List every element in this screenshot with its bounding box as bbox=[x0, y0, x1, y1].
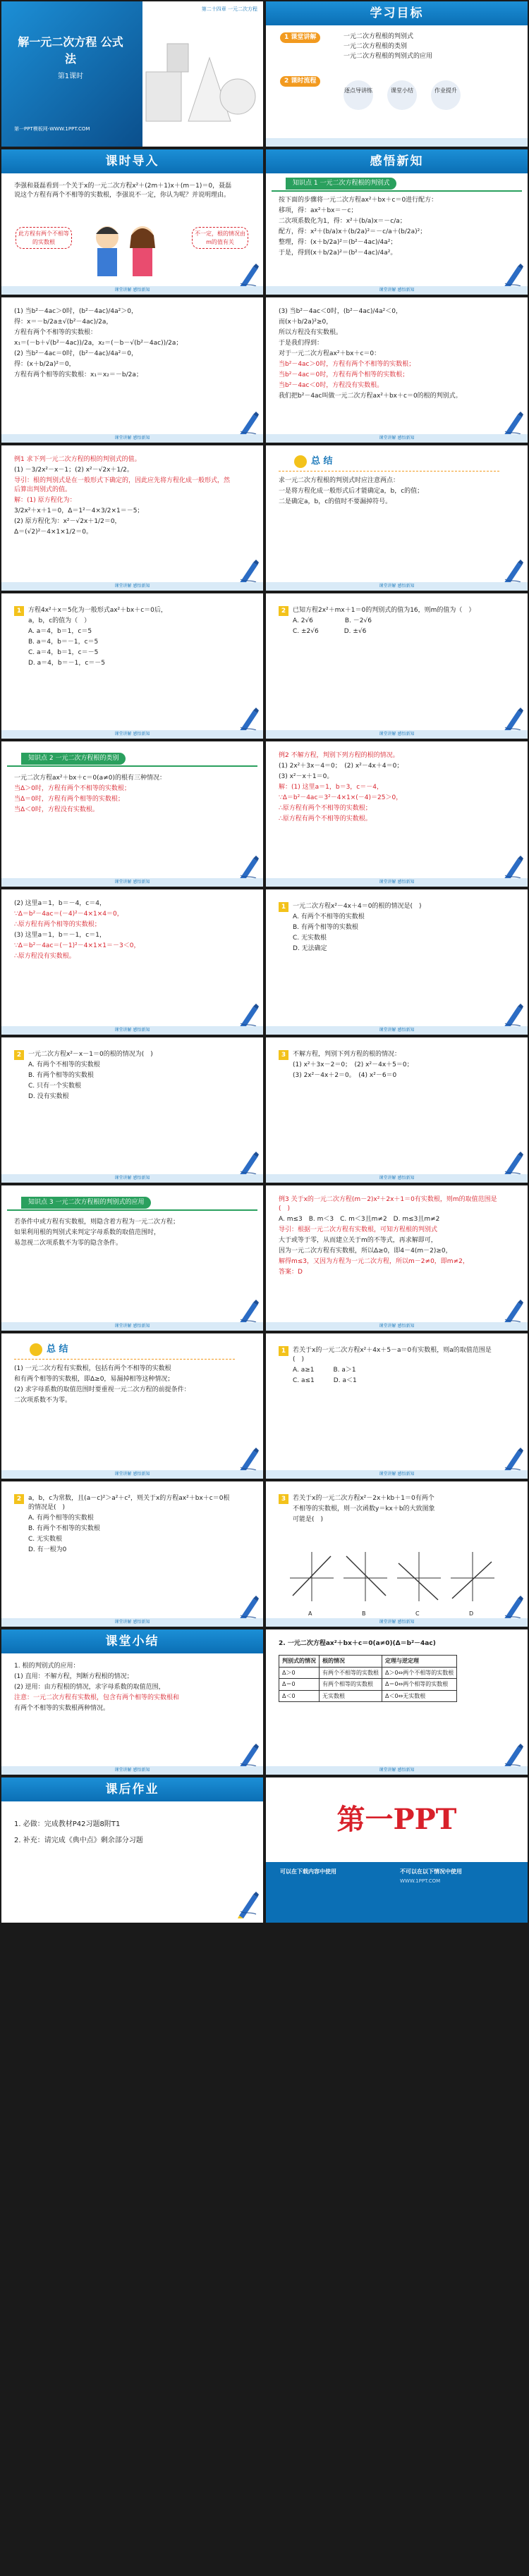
slide bbox=[1, 1333, 263, 1479]
body-line: 方程有两个不相等的实数根： bbox=[14, 329, 97, 337]
question-number: 2 bbox=[279, 606, 288, 616]
graph-option-label: A bbox=[308, 1610, 312, 1617]
body-line: (2) 逆用：由方程根的情况，求字母系数的取值范围， bbox=[14, 1684, 165, 1691]
body-line: 因为一元二次方程有实数根，所以Δ≥0，即4－4(m－2)≥0， bbox=[279, 1247, 452, 1255]
body-line: 不相等的实数根，则一次函数y＝kx＋b的大致图象 bbox=[293, 1505, 435, 1513]
body-line: (1) －3/2x²－x－1；(2) x²－√2x＋1/2。 bbox=[14, 467, 133, 474]
slide bbox=[1, 889, 263, 1035]
body-line: ∴原方程有两个不相等的实数根。 bbox=[279, 815, 372, 823]
body-line: A. 有两个不相等的实数根 bbox=[28, 1061, 100, 1069]
graph-option-label: D bbox=[469, 1610, 474, 1617]
slide-footer: 课堂讲解 感悟新知 bbox=[266, 1174, 528, 1183]
slide-body bbox=[28, 1494, 235, 1556]
body-line: D. 没有实数根 bbox=[28, 1093, 69, 1101]
body-line: C. ±2√6 D. ±√6 bbox=[293, 628, 367, 636]
body-line: (1) 一元二次方程有实数根，包括有两个不相等的实数根 bbox=[14, 1365, 171, 1372]
criteria-table bbox=[279, 1655, 457, 1702]
slide-footer: 课堂讲解 感悟新知 bbox=[266, 1470, 528, 1479]
body-line: 导引：根据一元二次方程有实数根，可知方程根的判别式 bbox=[279, 1226, 438, 1234]
slide-footer: 课堂讲解 感悟新知 bbox=[1, 434, 263, 443]
slide-body bbox=[14, 182, 235, 202]
body-line: 解：(1) 这里a＝1，b＝3，c＝－4， bbox=[279, 784, 383, 791]
body-line: 解得m≤3，又因为方程为一元二次方程，所以m－2≠0，即m≠2， bbox=[279, 1258, 469, 1266]
body-line: 不解方程，判别下列方程的根的情况： bbox=[293, 1051, 401, 1058]
homework-item: 2. 补充：请完成《典中点》剩余部分习题 bbox=[14, 1836, 143, 1844]
slide bbox=[1, 593, 263, 739]
table-header-cell: 根的情况 bbox=[320, 1656, 382, 1668]
body-line: B. 有两个相等的实数根 bbox=[293, 924, 358, 932]
slide-body bbox=[28, 1050, 235, 1103]
slide bbox=[1, 1, 263, 147]
body-line: x₁＝(－b＋√(b²－4ac))/2a，x₂＝(－b－√(b²－4ac))/2a； bbox=[14, 340, 183, 347]
body-line: 当b²－4ac＜0时，方程没有实数根。 bbox=[279, 382, 384, 390]
slide bbox=[266, 1481, 528, 1627]
slide bbox=[1, 1185, 263, 1331]
body-line: C. 只有一个实数根 bbox=[28, 1083, 82, 1090]
slide bbox=[266, 1333, 528, 1479]
body-line: B. a＝4，b＝－1，c＝5 bbox=[28, 639, 99, 646]
body-line: D. a＝4，b＝－1，c＝－5 bbox=[28, 660, 106, 667]
slide-footer: 课堂讲解 感悟新知 bbox=[266, 1618, 528, 1627]
summary-divider bbox=[279, 471, 499, 472]
slide-footer: 课堂讲解 感悟新知 bbox=[1, 730, 263, 739]
slide-title: 课后作业 bbox=[1, 1777, 263, 1801]
body-line: 求一元二次方程根的判别式时应注意两点： bbox=[279, 477, 400, 484]
slide-footer: 课堂讲解 感悟新知 bbox=[266, 878, 528, 887]
question-number: 3 bbox=[279, 1050, 288, 1060]
body-line: (3) x²－x＋1＝0。 bbox=[279, 773, 334, 781]
body-line: 已知方程2x²＋mx＋1＝0的判别式的值为16，则m的值为（ ） bbox=[293, 607, 475, 614]
knowledge-point-bar bbox=[7, 1197, 257, 1211]
body-line: ∵Δ＝b²－4ac＝(－1)²－4×1×1＝－3＜0， bbox=[14, 942, 140, 950]
body-line: 于是我们得到： bbox=[279, 340, 324, 347]
body-line: A. a≥1 B. a＞1 bbox=[293, 1367, 356, 1374]
slide bbox=[266, 149, 528, 295]
table-row bbox=[279, 1667, 457, 1679]
slide-footer: 课堂讲解 感悟新知 bbox=[1, 1766, 263, 1775]
brand-url: WWW.1PPT.COM bbox=[400, 1878, 441, 1884]
body-line: (3) 当b²－4ac＜0时，(b²－4ac)/4a²＜0， bbox=[279, 308, 402, 315]
slide bbox=[266, 593, 528, 739]
question-number: 2 bbox=[14, 1050, 24, 1060]
body-line: A. 有两个不相等的实数根 bbox=[293, 913, 365, 921]
objective-item: 一元二次方程根的类别 bbox=[343, 43, 408, 50]
body-line: 若条件中或方程有实数根，则隐含着方程为一元二次方程； bbox=[14, 1219, 180, 1226]
graph-option-label: C bbox=[415, 1610, 420, 1617]
slide-footer: 课堂讲解 感悟新知 bbox=[1, 1174, 263, 1183]
slide-title: 学习目标 bbox=[266, 1, 528, 25]
graph-option-label: B bbox=[362, 1610, 366, 1617]
body-line: 若关于x的一元二次方程x²＋4x＋5－a＝0有实数根，则a的取值范围是( ) bbox=[293, 1347, 492, 1364]
table-cell: Δ＜0 bbox=[279, 1690, 320, 1702]
slide bbox=[266, 445, 528, 591]
slide bbox=[266, 889, 528, 1035]
table-header-cell: 判别式的情况 bbox=[279, 1656, 320, 1668]
slide-body bbox=[14, 774, 235, 816]
brand-line-2: 不可以在以下情况中使用 bbox=[400, 1868, 462, 1875]
objective-key: 2 课时流程 bbox=[280, 76, 320, 87]
body-line: (3) 2x²－4x＋2＝0。 (4) x²－6＝0 bbox=[293, 1072, 397, 1080]
body-line: 二是确定a，b，c的值时不要漏掉符号。 bbox=[279, 498, 392, 506]
cover-tag: 第二十四章 一元二次方程 bbox=[201, 6, 257, 12]
slide-body bbox=[14, 1218, 235, 1250]
body-line: 按下面的步骤将一元二次方程ax²＋bx＋c＝0进行配方： bbox=[279, 197, 438, 204]
body-line: 大于或等于零，从而建立关于m的不等式，再求解即可， bbox=[279, 1237, 437, 1245]
body-line: 于是，得到(x＋b/2a)²＝(b²－4ac)/4a²。 bbox=[279, 249, 397, 257]
body-line: (2) 原方程化为：x²－√2x＋1/2＝0， bbox=[14, 518, 121, 526]
body-line: 和有两个相等的实数根，即Δ≥0，易漏掉相等这种情况； bbox=[14, 1376, 174, 1383]
slide-body bbox=[279, 1195, 499, 1278]
body-line: (2) 求字母系数的取值范围时要重视一元二次方程的前提条件： bbox=[14, 1386, 190, 1394]
slide-body bbox=[14, 899, 235, 963]
slide-body bbox=[14, 307, 235, 381]
slide bbox=[1, 149, 263, 295]
body-line: C. 无实数根 bbox=[28, 1536, 63, 1543]
summary-icon bbox=[30, 1343, 42, 1356]
slide-body bbox=[293, 1050, 499, 1082]
body-line: 得：x＝－b/2a±√(b²－4ac)/2a， bbox=[14, 319, 113, 326]
body-line: 当b²－4ac＝0时，方程有两个相等的实数根； bbox=[279, 371, 409, 379]
question-number: 1 bbox=[279, 1346, 288, 1356]
slide-body bbox=[279, 196, 499, 259]
slide bbox=[266, 1185, 528, 1331]
body-line: 配方，得：x²＋(b/a)x＋(b/2a)²＝－c/a＋(b/2a)²； bbox=[279, 228, 427, 236]
knowledge-point-label: 知识点 3 一元二次方程根的判别式的应用 bbox=[21, 1197, 151, 1209]
body-line: A. m≤3 B. m＜3 C. m＜3且m≠2 D. m≤3且m≠2 bbox=[279, 1216, 440, 1224]
slide bbox=[1, 1037, 263, 1183]
body-line: D. 无法确定 bbox=[293, 945, 327, 953]
table-cell: 有两个不相等的实数根 bbox=[320, 1667, 382, 1679]
question-number: 2 bbox=[14, 1494, 24, 1504]
body-line: 当Δ＝0时，方程有两个相等的实数根； bbox=[14, 796, 124, 803]
body-line: 对于一元二次方程ax²＋bx＋c＝0： bbox=[279, 350, 381, 358]
slide bbox=[1, 297, 263, 443]
body-line: 注意：一元二次方程有实数根，包含有两个相等的实数根和 bbox=[14, 1694, 180, 1702]
slide bbox=[266, 1777, 528, 1923]
brand-top bbox=[266, 1777, 528, 1862]
body-line: ∴原方程有两个不相等的实数根； bbox=[279, 805, 372, 813]
body-line: 李强和聂磊看到一个关于x的一元二次方程x²＋(2m＋1)x＋(m－1)＝0，聂磊说这个方程有两个不相等的实数根，李强说不一定，你认为呢？并说明理由。 bbox=[14, 183, 232, 199]
body-line: 一是将方程化成一般形式后才能确定a，b，c的值； bbox=[279, 488, 424, 495]
table-cell: Δ＜0⇔无实数根 bbox=[382, 1690, 457, 1702]
slide-footer: 课堂讲解 感悟新知 bbox=[266, 286, 528, 295]
slide-footer: 课堂讲解 感悟新知 bbox=[1, 1026, 263, 1035]
body-line: 导引：根的判别式是在一般形式下确定的，因此应先将方程化成一般形式，然后算出判别式的值。 bbox=[14, 477, 231, 494]
table-cell: Δ＞0⇔两个不相等的实数根 bbox=[382, 1667, 457, 1679]
slide-body bbox=[293, 1494, 499, 1526]
summary-title: 总 结 bbox=[47, 1344, 68, 1355]
slide-footer bbox=[266, 138, 528, 147]
table-cell: 有两个相等的实数根 bbox=[320, 1679, 382, 1691]
body-line: (1) 当b²－4ac＞0时，(b²－4ac)/4a²＞0， bbox=[14, 308, 138, 315]
graph-options bbox=[287, 1546, 499, 1610]
slide-footer: 课堂讲解 感悟新知 bbox=[266, 730, 528, 739]
slide-footer: 课堂讲解 感悟新知 bbox=[1, 582, 263, 591]
slide-body bbox=[279, 307, 499, 402]
slide bbox=[266, 1, 528, 147]
homework-item: 1. 必做：完成教材P42习题8附T1 bbox=[14, 1820, 121, 1828]
body-line: 例3 关于x的一元二次方程(m－2)x²＋2x＋1＝0有实数根，则m的取值范围是( ) bbox=[279, 1196, 497, 1213]
slide-body bbox=[14, 1820, 235, 1851]
slide-footer: 课堂讲解 感悟新知 bbox=[1, 878, 263, 887]
knowledge-point-label: 知识点 2 一元二次方程根的类别 bbox=[21, 753, 126, 765]
slide bbox=[1, 741, 263, 887]
slide-footer: 课堂讲解 感悟新知 bbox=[266, 1766, 528, 1775]
flow-step: 逐点导讲练 bbox=[343, 80, 373, 110]
knowledge-point-bar bbox=[272, 178, 522, 192]
body-line: 而(x＋b/2a)²≥0， bbox=[279, 319, 333, 326]
body-line: 如果利用根的判别式来判定字母系数的取值范围时， bbox=[14, 1229, 161, 1237]
slide-body bbox=[293, 606, 499, 638]
question-number: 1 bbox=[279, 902, 288, 912]
body-line: 一元二次方程x²－x－1＝0的根的情况为( ) bbox=[28, 1051, 153, 1058]
body-line: (1) 直用：不解方程，判断方程根的情况； bbox=[14, 1673, 133, 1681]
slide-title: 课堂小结 bbox=[1, 1629, 263, 1653]
table-cell: Δ＝0 bbox=[279, 1679, 320, 1691]
slide bbox=[1, 1629, 263, 1775]
slide-footer: 课堂讲解 感悟新知 bbox=[1, 1618, 263, 1627]
table-title: 2. 一元二次方程ax²＋bx＋c＝0(a≠0)(Δ＝b²－4ac) bbox=[279, 1640, 436, 1647]
body-line: 得：(x＋b/2a)²＝0， bbox=[14, 361, 75, 369]
body-line: 整理，得：(x＋b/2a)²＝(b²－4ac)/4a²； bbox=[279, 239, 397, 247]
summary-title: 总 结 bbox=[311, 456, 333, 467]
brand-logo: 第一PPT bbox=[336, 1803, 457, 1836]
summary-icon bbox=[294, 455, 307, 468]
slide bbox=[266, 1629, 528, 1775]
objective-item: 一元二次方程根的判别式的应用 bbox=[343, 53, 433, 60]
body-line: A. 有两个相等的实数根 bbox=[28, 1515, 94, 1522]
body-line: A. a＝4，b＝1，c＝5 bbox=[28, 628, 92, 636]
slide-footer: 课堂讲解 感悟新知 bbox=[1, 286, 263, 295]
slide bbox=[1, 1481, 263, 1627]
body-line: B. 有两个相等的实数根 bbox=[28, 1072, 94, 1080]
body-line: 当Δ＞0时，方程有两个不相等的实数根； bbox=[14, 785, 130, 793]
slide-body bbox=[14, 1662, 235, 1715]
pen-icon bbox=[236, 1890, 260, 1918]
body-line: ∵Δ＝b²－4ac＝(－4)²－4×1×4＝0， bbox=[14, 911, 123, 918]
table-header-row bbox=[279, 1656, 457, 1668]
knowledge-point-label: 知识点 1 一元二次方程根的判别式 bbox=[286, 178, 396, 190]
flow-step: 课堂小结 bbox=[387, 80, 417, 110]
slide-footer: 课堂讲解 感悟新知 bbox=[266, 582, 528, 591]
slide-title: 感悟新知 bbox=[266, 149, 528, 173]
table-cell: 无实数根 bbox=[320, 1690, 382, 1702]
slide-footer: 课堂讲解 感悟新知 bbox=[266, 1026, 528, 1035]
body-line: A. 2√6 B. －2√6 bbox=[293, 617, 372, 625]
speech-bubble: 不一定，根的情况由m的值有关 bbox=[192, 227, 248, 249]
body-line: (2) 这里a＝1，b＝－4，c＝4， bbox=[14, 900, 106, 907]
body-line: 解：(1) 原方程化为： bbox=[14, 497, 76, 505]
slide bbox=[266, 1037, 528, 1183]
body-line: Δ＝(√2)²－4×1×1/2＝0。 bbox=[14, 529, 92, 536]
body-line: ∴原方程没有实数根。 bbox=[14, 953, 75, 961]
slide-body bbox=[14, 455, 235, 538]
body-line: 答案：D bbox=[279, 1269, 303, 1276]
body-line: 二次项系数化为1，得：x²＋(b/a)x＝－c/a； bbox=[279, 218, 406, 226]
flow-step: 作业提升 bbox=[431, 80, 461, 110]
body-line: 一元二次方程x²－4x＋4＝0的根的情况是( ) bbox=[293, 903, 422, 910]
brand-line-1: 可以在下载内容中使用 bbox=[280, 1868, 336, 1875]
speech-bubble: 此方程有两个不相等的实数根 bbox=[16, 227, 72, 249]
slide-body bbox=[293, 902, 499, 955]
slide bbox=[1, 445, 263, 591]
cover-url: 第一PPT模板网-WWW.1PPT.COM bbox=[14, 126, 90, 132]
body-line: 若关于x的一元二次方程x²－2x＋kb＋1＝0有两个 bbox=[293, 1495, 434, 1502]
table-row bbox=[279, 1679, 457, 1691]
cover-subtitle: 第1课时 bbox=[57, 73, 84, 80]
body-line: 例2 不解方程，判别下列方程的根的情况。 bbox=[279, 752, 399, 759]
slide-body bbox=[28, 606, 235, 670]
question-number: 1 bbox=[14, 606, 24, 616]
kids-illustration bbox=[86, 220, 164, 283]
body-line: 例1 求下列一元二次方程的根的判别式的值。 bbox=[14, 456, 141, 463]
knowledge-point-bar bbox=[7, 753, 257, 767]
body-line: a，b，c的值为（ ） bbox=[28, 617, 91, 625]
table-header-cell: 定理与逆定理 bbox=[382, 1656, 457, 1668]
table-cell: Δ＞0 bbox=[279, 1667, 320, 1679]
body-line: B. 有两个不相等的实数根 bbox=[28, 1525, 100, 1533]
body-line: (1) 2x²＋3x－4＝0； (2) x²－4x＋4＝0； bbox=[279, 763, 403, 770]
body-line: 一元二次方程ax²＋bx＋c＝0(a≠0)的根有三种情况： bbox=[14, 775, 166, 782]
objective-key: 1 课堂讲解 bbox=[280, 32, 320, 43]
body-line: 1. 根的判别式的应用： bbox=[14, 1663, 80, 1670]
body-line: a，b，c为常数，且(a－c)²＞a²＋c²，则关于x的方程ax²＋bx＋c＝0根的情况是( ) bbox=[28, 1495, 230, 1512]
body-line: 有两个不相等的实数根两种情况。 bbox=[14, 1705, 110, 1713]
question-number: 3 bbox=[279, 1494, 288, 1504]
body-line: C. 无实数根 bbox=[293, 935, 327, 942]
body-line: (3) 这里a＝1，b＝－1，c＝1， bbox=[14, 932, 106, 939]
slide bbox=[266, 741, 528, 887]
slide-body bbox=[279, 476, 499, 508]
slide-body bbox=[293, 1346, 499, 1387]
body-line: 移项，得：ax²＋bx＝－c； bbox=[279, 207, 358, 215]
slide-footer: 课堂讲解 感悟新知 bbox=[266, 434, 528, 443]
body-line: 方程有两个相等的实数根：x₁＝x₂＝－b/2a； bbox=[14, 371, 142, 379]
body-line: 3/2x²＋x＋1＝0，Δ＝1²－4×3/2×1＝－5； bbox=[14, 507, 144, 515]
body-line: D. 有一根为0 bbox=[28, 1546, 67, 1554]
body-line: 我们把b²－4ac叫做一元二次方程ax²＋bx＋c＝0的根的判别式。 bbox=[279, 393, 462, 400]
body-line: 易忽视二次项系数不为零的隐含条件。 bbox=[14, 1240, 123, 1247]
body-line: 二次项系数不为零。 bbox=[14, 1397, 72, 1405]
body-line: 可能是( ) bbox=[293, 1516, 324, 1524]
slide-footer: 课堂讲解 感悟新知 bbox=[1, 1322, 263, 1331]
slide-body bbox=[14, 1364, 235, 1407]
body-line: C. a＝4，b＝1，c＝－5 bbox=[28, 649, 99, 657]
slide bbox=[1, 1777, 263, 1923]
slide-footer: 课堂讲解 感悟新知 bbox=[1, 1470, 263, 1479]
body-line: C. a≤1 D. a＜1 bbox=[293, 1377, 357, 1385]
table-row bbox=[279, 1690, 457, 1702]
body-line: (1) x²＋3x－2＝0； (2) x²－4x＋5＝0； bbox=[293, 1061, 413, 1069]
slide bbox=[266, 297, 528, 443]
slide-body bbox=[279, 751, 499, 825]
body-line: 当b²－4ac＞0时，方程有两个不相等的实数根； bbox=[279, 361, 415, 369]
objective-item: 一元二次方程根的判别式 bbox=[343, 33, 414, 40]
slide-title: 课时导入 bbox=[1, 149, 263, 173]
summary-divider bbox=[14, 1359, 235, 1360]
slide-footer: 课堂讲解 感悟新知 bbox=[266, 1322, 528, 1331]
body-line: ∵Δ＝b²－4ac＝3²－4×1×(－4)＝25＞0， bbox=[279, 794, 403, 802]
table-cell: Δ＝0⇔两个相等的实数根 bbox=[382, 1679, 457, 1691]
body-line: 所以方程没有实数根。 bbox=[279, 329, 343, 337]
body-line: 当Δ＜0时，方程没有实数根。 bbox=[14, 806, 99, 814]
body-line: (2) 当b²－4ac＝0时，(b²－4ac)/4a²＝0， bbox=[14, 350, 138, 358]
body-line: 方程4x²＋x＝5化为一般形式ax²＋bx＋c＝0后， bbox=[28, 607, 167, 614]
cover-title: 解一元二次方程 公式法 bbox=[18, 35, 123, 66]
body-line: ∴原方程有两个相等的实数根； bbox=[14, 921, 101, 929]
